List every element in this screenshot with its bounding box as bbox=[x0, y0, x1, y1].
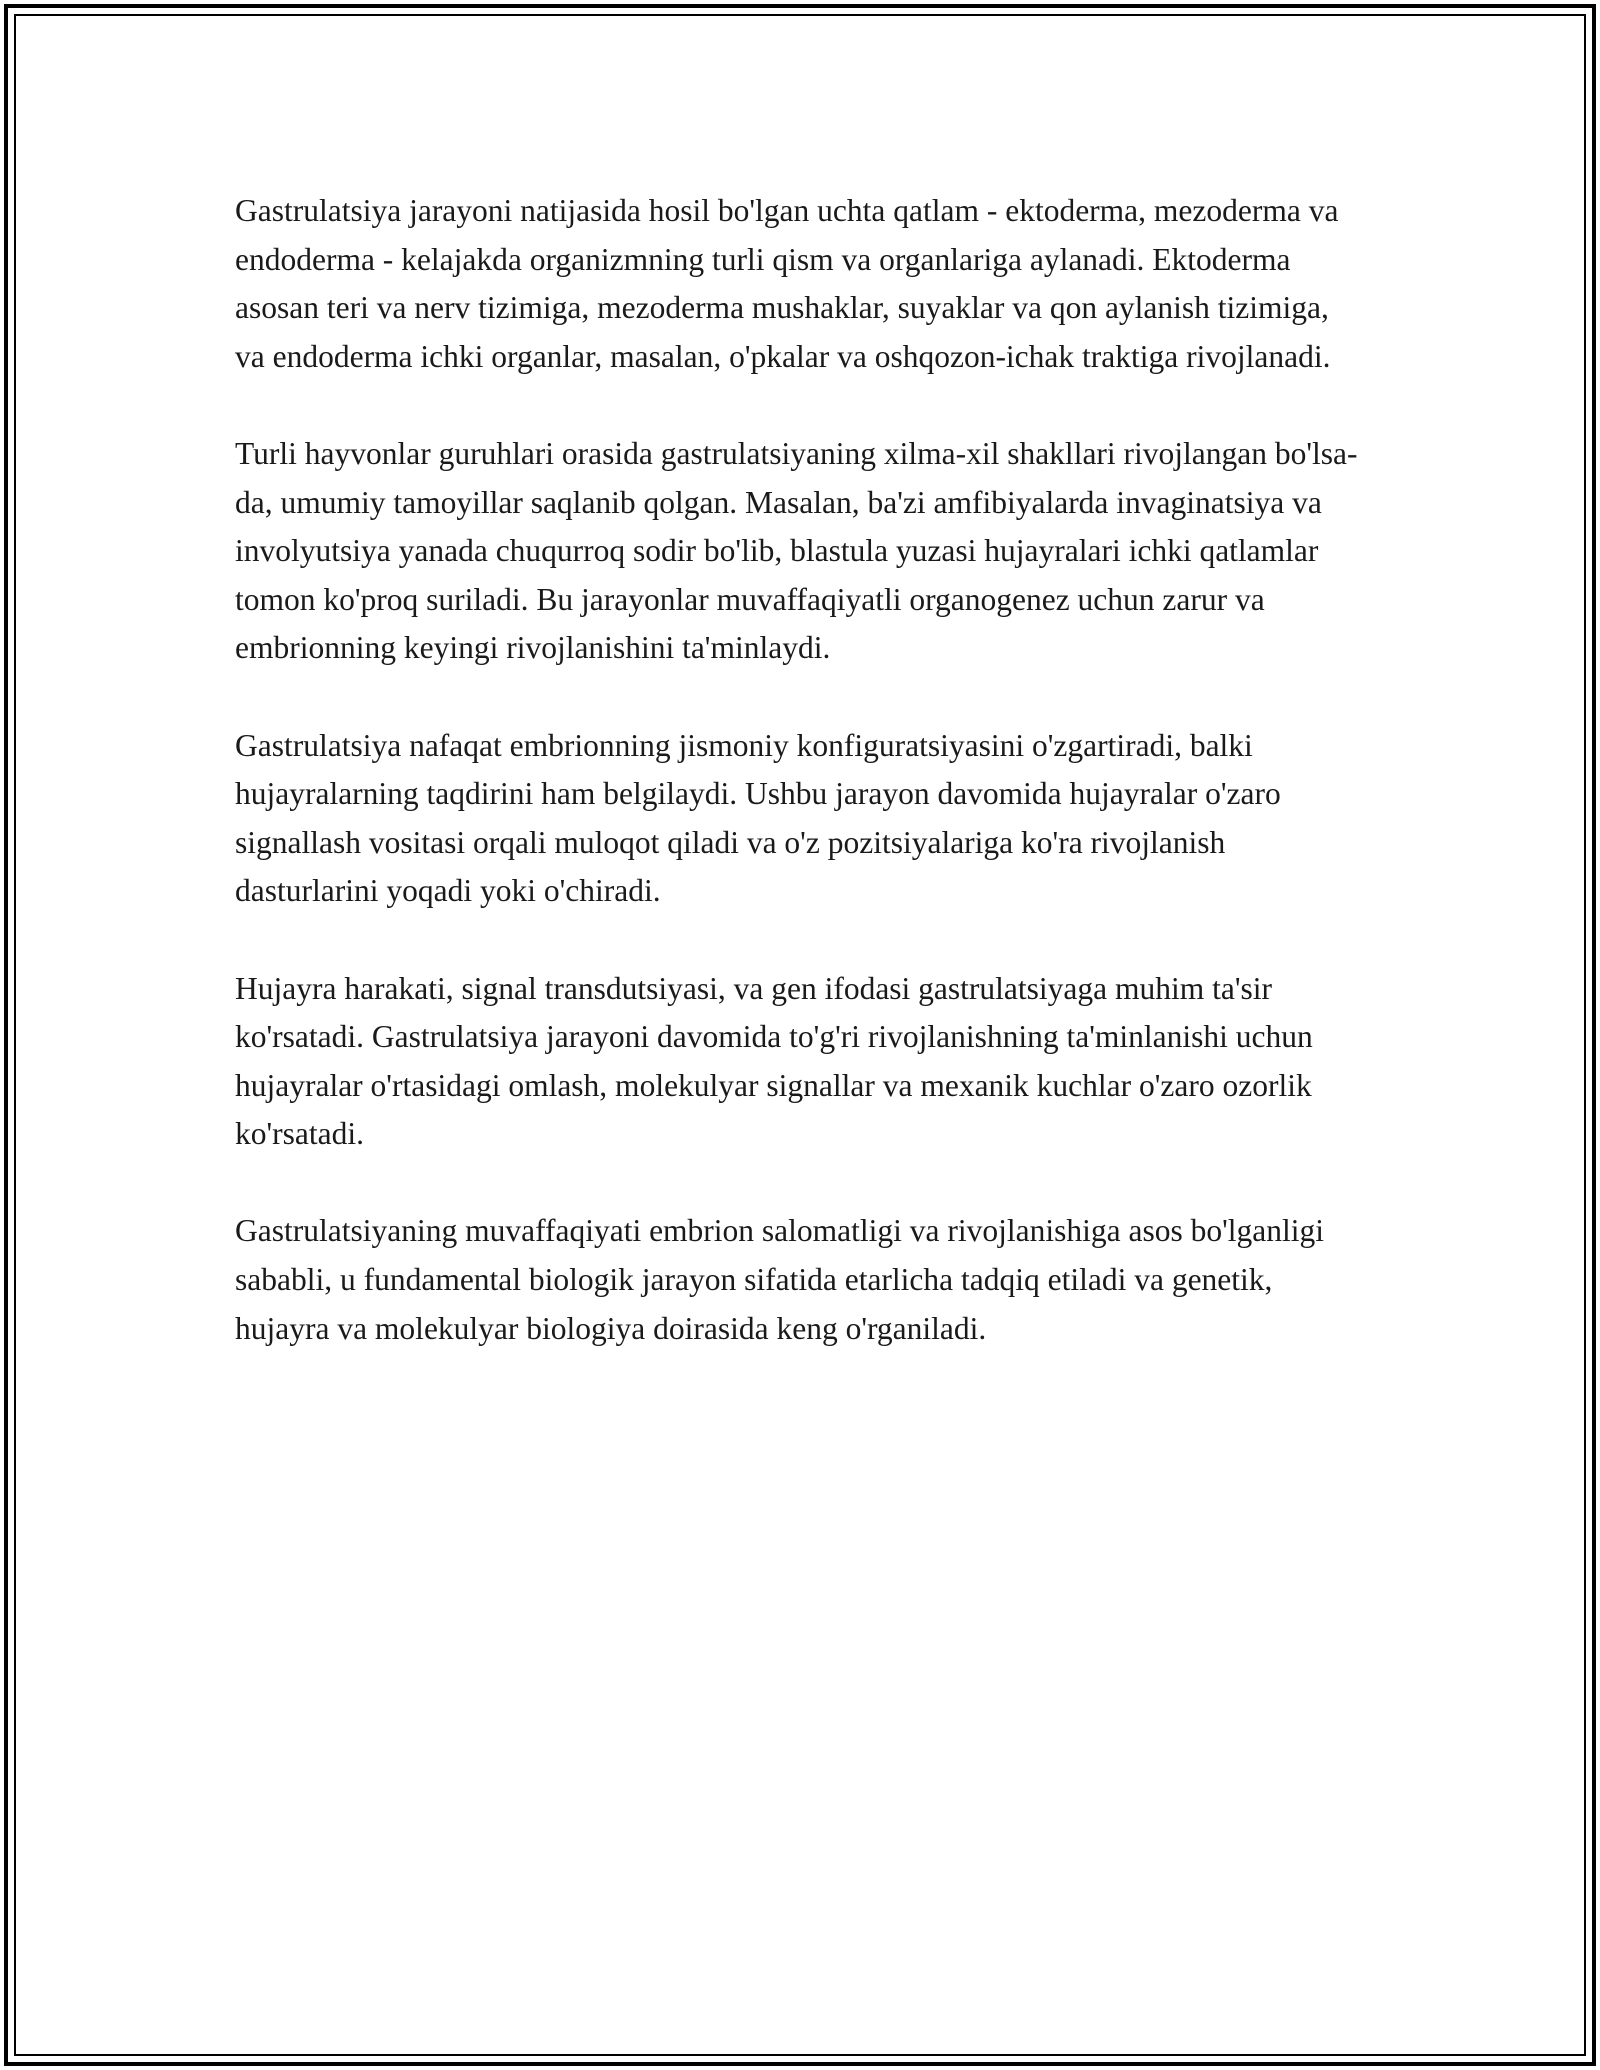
paragraph-5: Gastrulatsiyaning muvaffaqiyati embrion salomatligi va rivojlanishiga asos bo'lganligi sababli, u fundamental biologik jarayon sifatida etarlicha tadqiq etiladi va genetik, hujayra va molekulyar biologiya doirasida keng o'rganiladi. bbox=[235, 1213, 1325, 1346]
paragraph-4: Hujayra harakati, signal transdutsiyasi, va gen ifodasi gastrulatsiyaga muhim ta'sir ko'rsatadi. Gastrulatsiya jarayoni davomida to'g'ri rivojlanishning ta'minlanishi uchun hujayralar o'rtasidagi omlash, molekulyar signallar va mexanik kuchlar o'zaro ozorlik ko'rsatadi. bbox=[235, 970, 1313, 1152]
paragraph-1: Gastrulatsiya jarayoni natijasida hosil bo'lgan uchta qatlam - ektoderma, mezoderma va endoderma - kelajakda organizmning turli qism va organlariga aylanadi. Ektoderma asosan teri va nerv tizimiga, mezoderma mushaklar, suyaklar va qon aylanish tizimiga, va endoderma ichki organlar, masalan, o'pkalar va oshqozon-ichak traktiga rivojlanadi. bbox=[235, 193, 1339, 374]
paragraph-2: Turli hayvonlar guruhlari orasida gastrulatsiyaning xilma-xil shakllari rivojlangan bo'lsa-da, umumiy tamoyillar saqlanib qolgan. Masalan, ba'zi amfibiyalarda invaginatsiya va involyutsiya yanada chuqurroq sodir bo'lib, blastula yuzasi hujayralari ichki qatlamlar tomon ko'proq suriladi. Bu jarayonlar muvaffaqiyatli organogenez uchun zarur va embrionning keyingi rivojlanishini ta'minlaydi. bbox=[235, 435, 1358, 666]
paragraph-3: Gastrulatsiya nafaqat embrionning jismoniy konfiguratsiyasini o'zgartiradi, balki hujayralarning taqdirini ham belgilaydi. Ushbu jarayon davomida hujayralar o'zaro signallash vositasi orqali muloqot qiladi va o'z pozitsiyalariga ko'ra rivojlanish dasturlarini yoqadi yoki o'chiradi. bbox=[235, 727, 1281, 909]
document-body bbox=[235, 187, 1365, 1402]
